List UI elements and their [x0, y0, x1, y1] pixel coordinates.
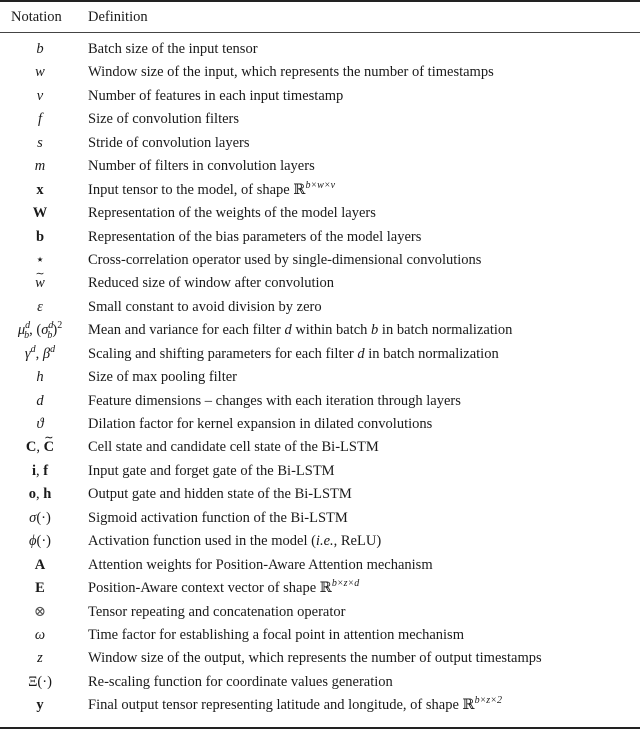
definition-cell [88, 179, 335, 202]
definition-cell: Window size of the output, which represents the number of output timestamps [88, 650, 542, 667]
abbreviation: i.e. [315, 533, 334, 550]
notation-cell: ⋆ [35, 251, 45, 268]
table-row [0, 226, 640, 249]
notation-cell: E [35, 580, 45, 597]
definition-cell: Tensor repeating and concatenation operator [88, 603, 346, 620]
table-row [0, 483, 640, 506]
close-paren: ) [52, 322, 58, 339]
notation-cell: v [36, 87, 44, 104]
definition-cell [88, 530, 381, 553]
definition-cell: Number of features in each input timestamp [88, 87, 344, 104]
separator: , [35, 486, 44, 503]
table-row [0, 436, 640, 459]
variable: b [371, 322, 379, 339]
cell-state-symbol: C [25, 439, 37, 456]
table-row [0, 272, 640, 295]
notation-cell: s [37, 134, 43, 151]
subscript: b [47, 330, 53, 342]
definition-text: Input tensor to the model, of shape ℝ [88, 181, 306, 198]
beta-symbol: β [42, 345, 51, 362]
argument-placeholder: (·) [36, 533, 51, 550]
table-bottom-rule [0, 727, 640, 729]
table-row [0, 390, 640, 413]
shape-superscript: b×z×2 [474, 695, 502, 707]
definition-cell: Batch size of the input tensor [88, 41, 258, 57]
table-row [0, 624, 640, 647]
shape-superscript: b×w×v [305, 179, 336, 191]
table-row [0, 507, 640, 530]
definition-cell [88, 343, 499, 366]
table-row [0, 671, 640, 694]
definition-cell: Feature dimensions – changes with each iteration through layers [88, 392, 461, 409]
definition-cell: Reduced size of window after convolution [88, 275, 335, 292]
definition-cell: Cross-correlation operator used by single-dimensional convolutions [88, 251, 482, 268]
table-row [0, 61, 640, 84]
table-row [0, 343, 640, 366]
notation-column-header: Notation [11, 9, 62, 25]
notation-cell: Ξ(·) [28, 673, 52, 690]
superscript: d [25, 320, 31, 332]
separator: , [35, 462, 44, 479]
table-row [0, 249, 640, 272]
mu-symbol: μ [17, 322, 26, 339]
definition-text: Scaling and shifting parameters for each filter [88, 345, 358, 362]
definition-cell [88, 319, 512, 342]
table-row [0, 319, 640, 342]
table-row [0, 577, 640, 600]
definition-cell: Number of filters in convolution layers [88, 158, 315, 175]
notation-cell: b [35, 228, 45, 245]
notation-cell: ϑ [36, 416, 44, 432]
definition-text: Final output tensor representing latitude and longitude, of shape ℝ [88, 697, 475, 714]
table-row [0, 601, 640, 624]
table-row [0, 647, 640, 670]
separator: , [36, 439, 44, 456]
notation-cell: b [36, 41, 44, 57]
hidden-state-symbol: h [43, 486, 52, 503]
input-gate-symbol: i [31, 462, 36, 479]
table-row [0, 296, 640, 319]
table-row [0, 202, 640, 225]
gamma-symbol: γ [24, 345, 31, 362]
notation-cell [0, 272, 80, 295]
definition-cell: Dilation factor for kernel expansion in dilated convolutions [88, 416, 433, 432]
phi-symbol: ϕ [28, 533, 37, 550]
notation-cell [0, 460, 80, 483]
separator: , ( [29, 322, 42, 339]
table-top-rule [0, 0, 640, 2]
definition-text: in batch normalization [364, 345, 499, 362]
notation-cell [0, 436, 80, 459]
notation-cell [0, 507, 80, 530]
notation-cell: ε [37, 298, 43, 315]
notation-cell: z [37, 650, 43, 667]
table-row [0, 366, 640, 389]
notation-cell: x [36, 181, 44, 198]
table-row [0, 554, 640, 577]
notation-cell: ω [34, 626, 46, 643]
definition-cell: Attention weights for Position-Aware Attention mechanism [88, 556, 433, 573]
variable: d [357, 345, 365, 362]
sigma-symbol: σ [29, 509, 37, 526]
output-gate-symbol: o [28, 486, 36, 503]
definition-cell: Window size of the input, which represents the number of timestamps [88, 64, 494, 81]
notation-cell: ⊗ [33, 603, 47, 620]
table-row [0, 85, 640, 108]
definition-cell: Representation of the bias parameters of the model layers [88, 228, 422, 245]
definition-text: in batch normalization [378, 322, 513, 339]
notation-cell [0, 343, 80, 366]
notation-cell: A [34, 556, 46, 573]
table-header [0, 6, 640, 30]
subscript: b [24, 330, 30, 342]
argument-placeholder: (·) [36, 509, 51, 526]
table-row [0, 38, 640, 61]
definition-cell: Small constant to avoid division by zero [88, 298, 322, 315]
definition-text: Mean and variance for each filter [88, 322, 285, 339]
notation-cell [0, 483, 80, 506]
definition-text: , ReLU) [333, 533, 382, 550]
definition-cell: Representation of the weights of the model layers [88, 205, 376, 222]
definition-cell: Input gate and forget gate of the Bi-LSTM [88, 462, 335, 479]
separator: , [35, 345, 43, 362]
table-row [0, 694, 640, 717]
table-header-rule [0, 32, 640, 33]
notation-cell: w [35, 64, 45, 81]
notation-cell: h [36, 369, 44, 386]
notation-cell: d [36, 392, 44, 409]
superscript: d [50, 343, 56, 355]
table-row [0, 132, 640, 155]
superscript: d [48, 320, 54, 332]
tilde-accent-symbol: ∼ w [35, 272, 45, 295]
sigma-symbol: σ [41, 322, 49, 339]
table-row [0, 108, 640, 131]
table-row [0, 155, 640, 178]
table-row [0, 179, 640, 202]
notation-cell: W [32, 205, 48, 222]
notation-cell [0, 319, 80, 342]
definition-cell [88, 577, 359, 600]
definition-cell: Time factor for establishing a focal point in attention mechanism [88, 626, 464, 643]
definition-text: within batch [291, 322, 372, 339]
table-row [0, 530, 640, 553]
definition-cell: Re-scaling function for coordinate values generation [88, 673, 393, 690]
notation-cell [0, 530, 80, 553]
table-row [0, 460, 640, 483]
power: 2 [57, 320, 63, 332]
definition-column-header: Definition [88, 9, 148, 25]
superscript: d [30, 343, 36, 355]
forget-gate-symbol: f [43, 462, 49, 479]
candidate-cell-state-symbol: ∼ C [44, 436, 54, 459]
definition-cell: Output gate and hidden state of the Bi-LSTM [88, 486, 352, 503]
table-row [0, 413, 640, 436]
definition-cell: Cell state and candidate cell state of the Bi-LSTM [88, 439, 379, 456]
shape-superscript: b×z×d [331, 578, 360, 590]
definition-cell: Stride of convolution layers [88, 134, 250, 151]
variable: d [284, 322, 292, 339]
definition-cell [88, 694, 502, 717]
notation-cell: y [36, 697, 44, 714]
notation-cell: f [37, 111, 43, 128]
definition-text: Position-Aware context vector of shape ℝ [88, 580, 332, 597]
definition-text: Activation function used in the model ( [88, 533, 316, 550]
definition-cell: Sigmoid activation function of the Bi-LSTM [88, 509, 348, 526]
notation-cell: m [34, 158, 46, 175]
definition-cell: Size of convolution filters [88, 111, 240, 128]
table-body [0, 38, 640, 718]
definition-cell: Size of max pooling filter [88, 369, 237, 386]
